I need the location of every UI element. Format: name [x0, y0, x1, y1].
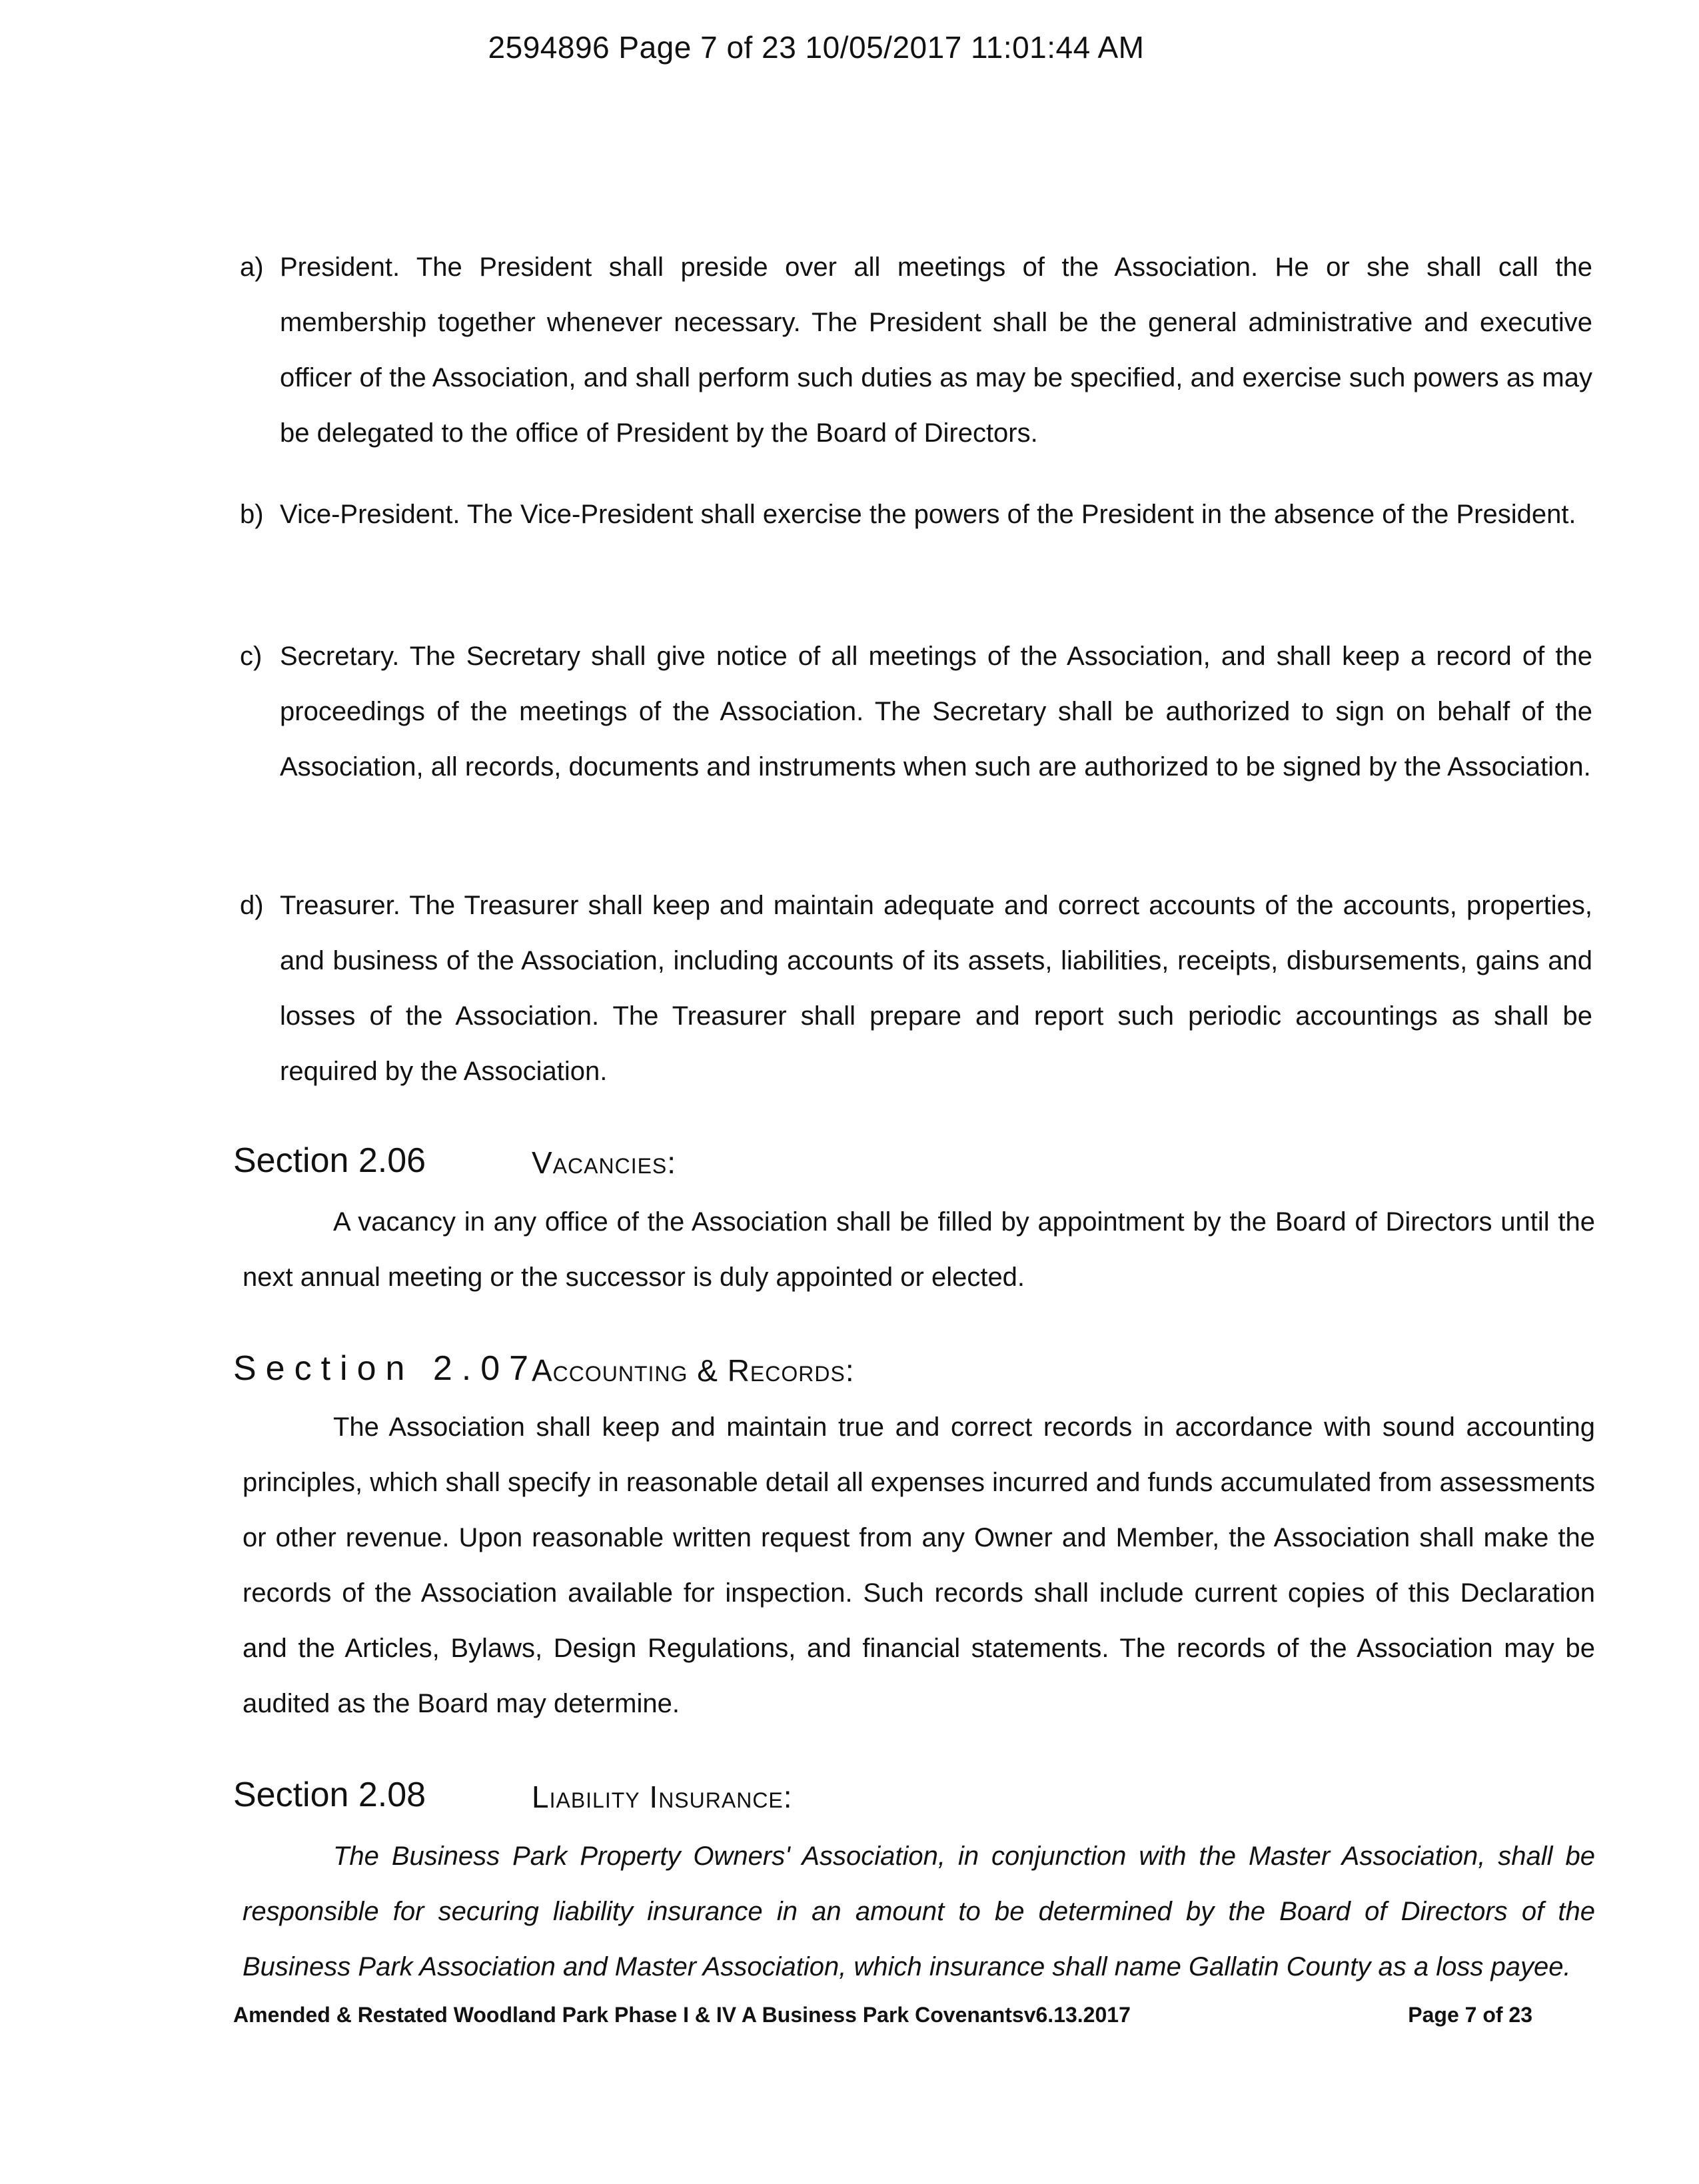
page-header	[0, 29, 1699, 65]
footer-document-title: Amended & Restated Woodland Park Phase I & IV A Business Park Covenantsv6.13.2017	[233, 2003, 1131, 2027]
officer-item-treasurer	[240, 878, 1592, 1099]
section-title: Liability Insurance:	[532, 1780, 793, 1814]
footer-page-number: Page 7 of 23	[1408, 2003, 1532, 2027]
item-text: Secretary. The Secretary shall give notice of all meetings of the Association, and shall keep a record of the proceedings of the meetings of the Association. The Secretary shall be authorized to sign on behalf of the Association, all records, documents and instruments when such are authorized to be signed by the Association.	[280, 642, 1592, 782]
recording-stamp: 2594896 Page 7 of 23 10/05/2017 11:01:44 AM	[488, 30, 1145, 65]
section-2-06-body: A vacancy in any office of the Association shall be filled by appointment by the Board of Directors until the next annual meeting or the successor is duly appointed or elected.	[243, 1207, 1595, 1292]
item-label: d)	[240, 891, 264, 920]
officer-item-secretary	[240, 629, 1592, 795]
section-2-06-heading	[233, 1141, 677, 1181]
section-2-07-body: The Association shall keep and maintain true and correct records in accordance with sound accounting principles, which shall specify in reasonable detail all expenses incurred and funds accumulated from assessments or other revenue. Upon reasonable written request from any Owner and Member, the Association shall make the records of the Association available for inspection. Such records shall include current copies of this Declaration and the Articles, Bylaws, Design Regulations, and financial statements. The records of the Association may be audited as the Board may determine.	[243, 1412, 1595, 1718]
section-title: Accounting & Records:	[532, 1353, 855, 1388]
item-text: Vice-President. The Vice-President shall exercise the powers of the President in the absence of the President.	[280, 500, 1576, 529]
item-label: b)	[240, 500, 264, 529]
item-label: a)	[240, 253, 264, 282]
section-2-08-heading	[233, 1775, 793, 1815]
item-label: c)	[240, 642, 263, 671]
section-number: Section 2.06	[233, 1141, 426, 1180]
section-title: Vacancies:	[532, 1145, 677, 1180]
section-2-08-body: The Business Park Property Owners' Association, in conjunction with the Master Association, shall be responsible for securing liability insurance in an amount to be determined by the Board of Directors of the Business Park Association and Master Association, which insurance shall name Gallatin County as a loss payee.	[243, 1842, 1595, 1981]
section-number: Section 2.07	[233, 1349, 538, 1388]
section-number: Section 2.08	[233, 1776, 426, 1814]
item-text: President. The President shall preside over all meetings of the Association. He or she shall call the membership together whenever necessary. The President shall be the general administrative and executive officer of the Association, and shall perform such duties as may be specified, and exercise such powers as may be delegated to the office of President by the Board of Directors.	[280, 253, 1592, 448]
item-text: Treasurer. The Treasurer shall keep and maintain adequate and correct accounts of the accounts, properties, and business of the Association, including accounts of its assets, liabilities, receipts, disbursements, gains and losses of the Association. The Treasurer shall prepare and report such periodic accountings as shall be required by the Association.	[280, 891, 1592, 1086]
section-2-07-heading	[233, 1349, 855, 1388]
officer-item-vice-president	[240, 487, 1592, 542]
page-footer	[233, 2003, 1532, 2027]
officer-item-president	[240, 240, 1592, 461]
